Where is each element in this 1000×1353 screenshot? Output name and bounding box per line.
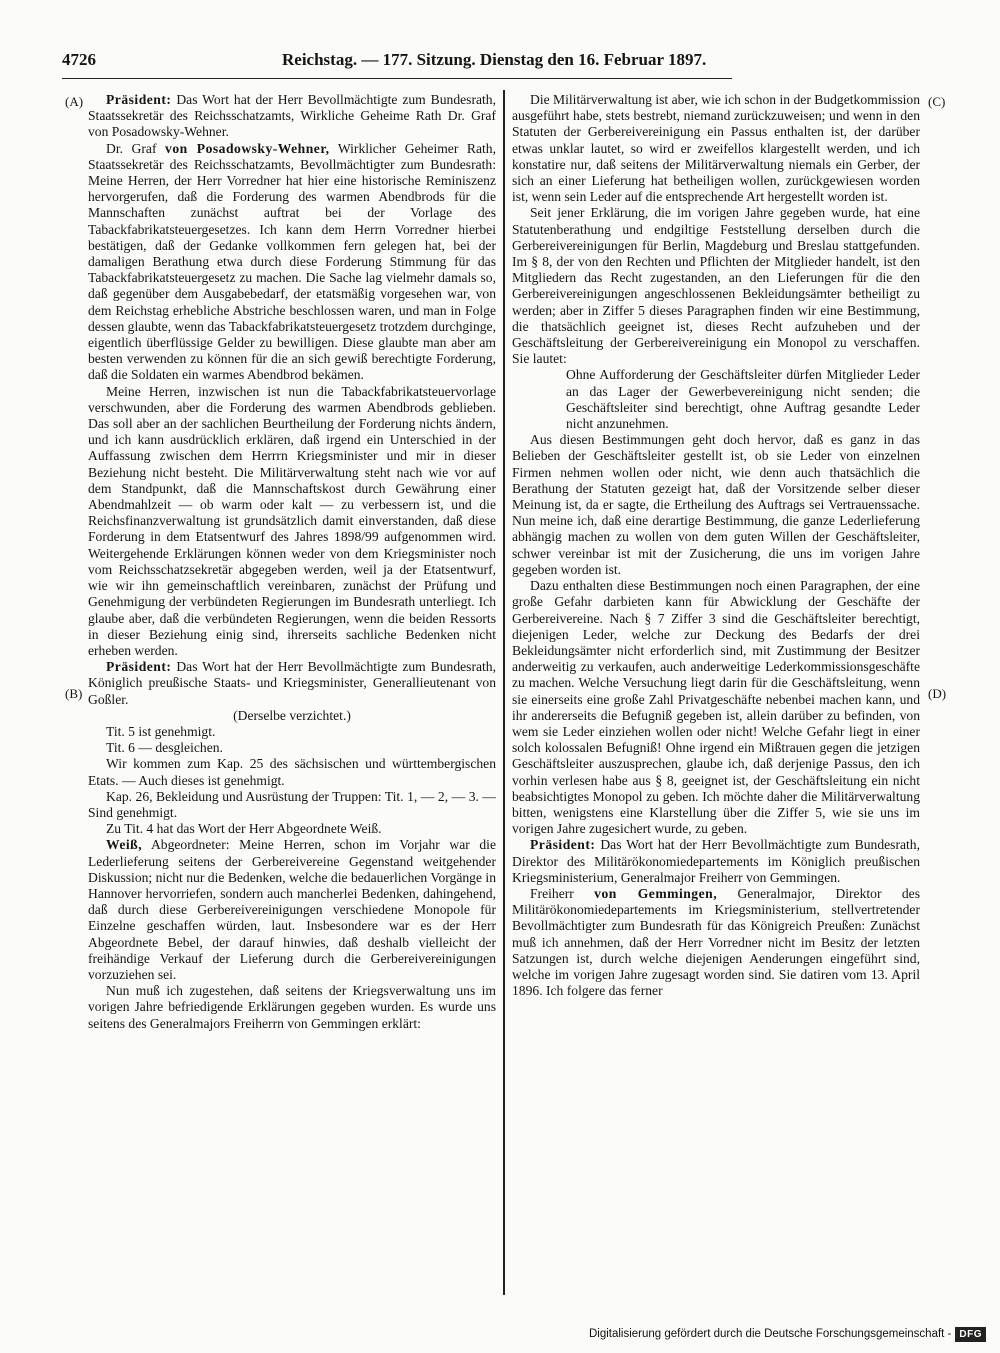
speech-text: Wirklicher Geheimer Rath, Staatssekretär des Reichsschatzamts, Bevollmächtigter zum Bundesrath: Meine Herren, der Herr Vorredner hat hier eine historische Reminiszenz hervorgerufen, daß die Forderung des warmen Abendbrods für die Mannschaften zunächst auftrat bei der Vorlage des Tabackfabrikatsteuergesetzes. Ich kann dem Herrn Vorredner hierbei bestätigen, daß der Gedanke vollkommen fern gelegen hat, bei der damaligen Berathung etwa durch diese Forderung Stimmung für das Tabackfabrikatsteuergesetz zu machen. Die Sache lag vielmehr damals so, daß gegenüber dem Ausgabebedarf, der etatsmäßig vorgesehen war, von dem Reichstag erhebliche Abstriche beschlossen waren, und man in Folge dessen glaubte, wenn das Tabackfabrikatsteuergesetz trotzdem durchginge, eigentlich überflüssige Gelder zu bewilligen. Diese glaubte man aber am besten verwenden zu können für die an sich gewiß berechtigte Forderung, daß die Soldaten ein warmes Abendbrod bekämen. <box>88 140 496 383</box>
column-divider <box>503 90 505 1295</box>
speaker-title: Dr. Graf <box>106 140 166 156</box>
speaker-name: von Gemmingen, <box>594 885 718 901</box>
paragraph: Aus diesen Bestimmungen geht doch hervor, daß es ganz in das Belieben der Geschäftsleiter gestellt ist, ob sie Leder von einzelnen Firmen nehmen wollen oder nicht, wie denn auch thatsächlich die Berathung der Statuten gezeigt hat, daß der Vorsitzende selber dieser Meinung ist, da er sagte, die Ertheilung des Auftrags sei Vertrauenssache. Nun meine ich, daß eine derartige Bestimmung, die ganze Lederlieferung abhängig machen zu wollen von dem guten Willen der Geschäftsleiter, schwer vereinbar ist mit der Zusicherung, die uns im vorigen Jahre gegeben worden ist. <box>512 432 920 577</box>
paragraph: Meine Herren, inzwischen ist nun die Tabackfabrikatsteuervorlage verschwunden, aber die Forderung des warmen Abendbrods geblieben. Das soll aber an der sachlichen Beurtheilung der Forderung nichts ändern, und ich kann ausdrücklich erklären, daß irgend ein Unterschied in der Auffassung zwischen dem Herrrn Kriegsminister und mir in dieser Beziehung nicht besteht. Die Militärverwaltung steht nach wie vor auf dem Standpunkt, daß die Mannschaftskost durch Gewährung einer Abendmahlzeit — ob warm oder kalt — zu verbessern ist, und die Reichsfinanzverwaltung ist grundsätzlich damit einverstanden, daß diese Forderung in dem Etatsentwurf des Jahres 1898/99 aufgenommen wird. Weitergehende Erklärungen können weder von dem Kriegsminister noch vom Reichsschatzsekretär abgegeben werden, weil ja der Etatsentwurf, wie wir ihn gemeinschaftlich vereinbaren, zunächst der Prüfung und Genehmigung der verbündeten Regierungen im Bundesrath unterliegt. Ich glaube aber, daß die verbündeten Regierungen, wenn die beiden Ressorts in dieser Beziehung einig sind, ihrerseits sachliche Bedenken nicht erheben werden. <box>88 383 496 658</box>
paragraph: Dazu enthalten diese Bestimmungen noch einen Paragraphen, der eine große Gefahr darbieten kann für Abwicklung der Geschäfte der Gerbereivereine. Nach § 7 Ziffer 3 sind die Geschäftsleiter berechtigt, diejenigen Leder, welche zur Deckung des Bedarfs der drei Bekleidungsämter nicht erforderlich sind, mit Zustimmung der Besitzer anderweitig zu verkaufen, auch anderweitige Lederkommissionsgeschäfte zu machen. Welche Versuchung liegt darin für die Geschäftsleitung, wenn sie einerseits eine große Zahl Privatgeschäfte nebenbei machen kann, und ihr andererseits die Befugniß gegeben ist, allein darüber zu befinden, von wem sie Leder einziehen wollen oder nicht! Welche Gefahr liegt in einer solch kolossalen Befugniß! Ohne irgend ein Mißtrauen gegen die jetzigen Geschäftsleiter auszusprechen, glaube ich, daß derjenige Passus, den ich vorhin verlesen habe aus § 8, geeignet ist, der Geschäftsleitung ein nicht beabsichtigtes Monopol zu geben. Ich möchte daher die Militärverwaltung bitten, wenigstens eine Klarstellung über die Ziffer 5, wie sie uns im vorigen Jahre zugesichert wurde, zu geben. <box>512 578 920 837</box>
paragraph <box>512 837 920 886</box>
paragraph <box>88 141 496 384</box>
page-header <box>62 48 732 79</box>
paragraph: Tit. 5 ist genehmigt. <box>106 723 216 739</box>
margin-siglum-a: (A) <box>65 94 84 109</box>
paragraph <box>88 659 496 708</box>
margin-siglum-c: (C) <box>928 94 946 109</box>
right-column <box>512 92 920 1302</box>
speaker-name: Präsident: <box>106 659 172 675</box>
paragraph: Die Militärverwaltung ist aber, wie ich schon in der Budgetkommission ausgeführt habe, stets bestrebt, niemand zurückzuweisen; und wenn in den Statuten der Gerbereivereinigung ein Passus enthalten ist, der darüber etwas unklar lautet, so wird er zweifellos klargestellt werden, und ich konstatire nur, daß seitens der Militärverwaltung niemals ein Gerber, der sich an einer Lieferung hat betheiligen wollen, zurückgewiesen worden ist, wenn sein Leder auf die entsprechende Art hergestellt worden ist. <box>512 92 920 205</box>
paragraph: Seit jener Erklärung, die im vorigen Jahre gegeben wurde, hat eine Statutenberathung und endgiltige Feststellung derselben durch die Gerbereivereinigungen für Berlin, Magdeburg und Breslau stattgefunden. Im § 8, der von den Rechten und Pflichten der Mitglieder handelt, ist den Mitgliedern das Recht zugestanden, an den Lieferungen für die den Gerbereivereinigungen angeschlossenen Bekleidungsämter betheiligt zu werden; aber in Ziffer 5 dieses Paragraphen finden wir eine Bestimmung, die thatsächlich geeignet ist, dieses Recht aufzuheben und der Geschäftsleitung der Gerbereivereinigung ein Monopol zu verschaffen. Sie lautet: <box>512 205 920 367</box>
running-title: Reichstag. — 177. Sitzung. Dienstag den 16. Februar 1897. <box>282 50 707 69</box>
stage-direction: (Derselbe verzichtet.) <box>233 707 351 723</box>
speech-text: Das Wort hat der Herr Bevollmächtigte zum Bundesrath, Königlich preußische Staats- und Kriegsminister, Generallieutenant von Goßler. <box>88 659 496 707</box>
speaker-name: Präsident: <box>106 92 172 107</box>
speech-text: Das Wort hat der Herr Bevollmächtigte zum Bundesrath, Staatssekretär des Reichsschatzamts, Wirkliche Geheime Rath Dr. Graf von Posadowsky-Wehner. <box>88 92 496 140</box>
footer-text: Digitalisierung gefördert durch die Deutsche Forschungsgemeinschaft - <box>588 1328 952 1340</box>
speaker-name: von Posadowsky-Wehner, <box>165 140 330 156</box>
paragraph: Wir kommen zum Kap. 25 des sächsischen und württembergischen Etats. — Auch dieses ist genehmigt. <box>88 756 496 788</box>
page-number: 4726 <box>62 50 96 69</box>
block-quote: Ohne Aufforderung der Geschäftsleiter dürfen Mitglieder Leder an das Lager der Gewerbevereinigung nicht senden; die Geschäftsleiter sind berechtigt, ohne Auftrag gesandte Leder nicht anzunehmen. <box>566 367 920 432</box>
left-column <box>88 92 496 1302</box>
paragraph <box>88 92 496 141</box>
paragraph: Zu Tit. 4 hat das Wort der Herr Abgeordnete Weiß. <box>106 821 382 837</box>
speaker-title: Freiherr <box>530 885 595 901</box>
speech-text: Generalmajor, Direktor des Militärökonomiedepartements im Kriegsministerium, stellvertretender Bevollmächtigter zum Bundesrath für das Königreich Preußen: Zunächst muß ich annehmen, daß der Herr Vorredner nicht im Besitz der letzten Satzungen ist, durch welche diejenigen Aenderungen eingeführt sind, welche im vorigen Jahre zugesagt worden sind. Sie datiren vom 13. April 1896. Ich folgere das ferner <box>512 885 920 999</box>
paragraph: Nun muß ich zugestehen, daß seitens der Kriegsverwaltung uns im vorigen Jahre befriedigende Erklärungen gegeben wurden. Es wurde uns seitens des Generalmajors Freiherrn von Gemmingen erklärt: <box>88 983 496 1031</box>
speaker-name: Präsident: <box>530 837 596 853</box>
speaker-name: Weiß, <box>106 837 143 853</box>
paragraph <box>512 886 920 999</box>
paragraph: Tit. 6 — desgleichen. <box>106 740 223 756</box>
paragraph <box>88 837 496 983</box>
paragraph: Kap. 26, Bekleidung und Ausrüstung der Truppen: Tit. 1, — 2, — 3. — Sind genehmigt. <box>88 788 496 820</box>
margin-siglum-b: (B) <box>65 686 83 701</box>
margin-siglum-d: (D) <box>928 686 947 701</box>
speech-text: Das Wort hat der Herr Bevollmächtigte zum Bundesrath, Direktor des Militärökonomiedepartements im Königlich preußischen Kriegsministerium, Generalmajor Freiherr von Gemmingen. <box>512 837 920 885</box>
digitization-footer <box>589 1323 986 1345</box>
dfg-logo: DFG <box>955 1327 986 1342</box>
speech-text: Abgeordneter: Meine Herren, schon im Vorjahr war die Lederlieferung seitens der Gerbereivereine Gegenstand weitgehender Diskussion; nicht nur die Bedenken, welche die bedauerlichen Vorgänge in Hannover hervorriefen, sondern auch mancherlei Bedenken, dahingehend, daß durch diese Gerbereivereinigungen verschiedene Monopole für Einzelne geschaffen würden, laut. Insbesondere war es der Herr Abgeordnete Bebel, der darauf hinwies, daß deshalb vielleicht der freihändige Verkauf der Lieferung durch die Gerbereivereinigungen vorzuziehen sei. <box>88 837 496 982</box>
